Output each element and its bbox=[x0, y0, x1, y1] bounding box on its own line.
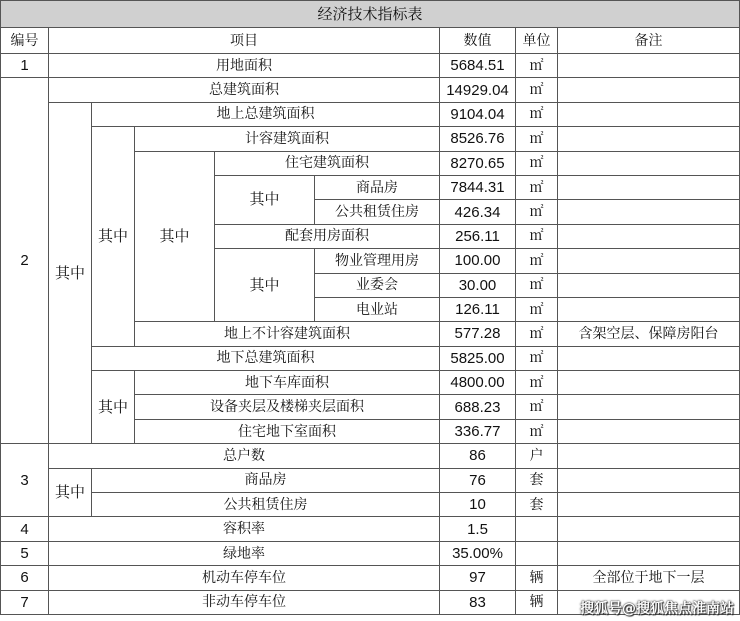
item-motor-vehicle-parking: 机动车停车位 bbox=[49, 566, 440, 590]
note-cell bbox=[558, 127, 740, 151]
header-no: 编号 bbox=[1, 28, 49, 54]
item-supporting-facilities-area: 配套用房面积 bbox=[215, 224, 440, 248]
row-number: 6 bbox=[1, 566, 49, 590]
unit-cell: 套 bbox=[516, 493, 558, 517]
value-cell: 30.00 bbox=[440, 273, 516, 297]
item-owners-committee: 业委会 bbox=[315, 273, 440, 297]
table-row bbox=[1, 566, 740, 590]
table-row bbox=[1, 517, 740, 541]
note-cell bbox=[558, 297, 740, 321]
note-cell bbox=[558, 419, 740, 443]
unit-cell: ㎡ bbox=[516, 151, 558, 175]
unit-cell: ㎡ bbox=[516, 371, 558, 395]
note-cell bbox=[558, 395, 740, 419]
unit-cell: 套 bbox=[516, 468, 558, 492]
header-note: 备注 bbox=[558, 28, 740, 54]
note-cell bbox=[558, 371, 740, 395]
note-cell bbox=[558, 273, 740, 297]
value-cell: 5825.00 bbox=[440, 346, 516, 370]
note-cell bbox=[558, 517, 740, 541]
item-floor-area-ratio: 容积率 bbox=[49, 517, 440, 541]
item-non-far-above-ground-area: 地上不计容建筑面积 bbox=[135, 322, 440, 346]
unit-cell: ㎡ bbox=[516, 346, 558, 370]
unit-cell: ㎡ bbox=[516, 249, 558, 273]
table-row bbox=[1, 444, 740, 468]
unit-cell: 户 bbox=[516, 444, 558, 468]
header-item: 项目 bbox=[49, 28, 440, 54]
item-public-rental-housing: 公共租赁住房 bbox=[315, 200, 440, 224]
item-total-households: 总户数 bbox=[49, 444, 440, 468]
value-cell: 35.00% bbox=[440, 541, 516, 565]
value-cell: 426.34 bbox=[440, 200, 516, 224]
value-cell: 577.28 bbox=[440, 322, 516, 346]
value-cell: 688.23 bbox=[440, 395, 516, 419]
row-number: 1 bbox=[1, 54, 49, 78]
unit-cell bbox=[516, 541, 558, 565]
value-cell: 256.11 bbox=[440, 224, 516, 248]
item-public-rental-units: 公共租赁住房 bbox=[92, 493, 440, 517]
value-cell: 7844.31 bbox=[440, 175, 516, 199]
value-cell: 336.77 bbox=[440, 419, 516, 443]
row-number: 4 bbox=[1, 517, 49, 541]
header-unit: 单位 bbox=[516, 28, 558, 54]
note-cell bbox=[558, 493, 740, 517]
unit-cell: ㎡ bbox=[516, 127, 558, 151]
group-label-of-which: 其中 bbox=[215, 175, 315, 224]
item-green-space-ratio: 绿地率 bbox=[49, 541, 440, 565]
row-number: 5 bbox=[1, 541, 49, 565]
item-commercial-housing-units: 商品房 bbox=[92, 468, 440, 492]
item-commercial-housing: 商品房 bbox=[315, 175, 440, 199]
value-cell: 100.00 bbox=[440, 249, 516, 273]
note-cell bbox=[558, 102, 740, 126]
group-label-of-which: 其中 bbox=[49, 102, 92, 443]
note-cell: 全部位于地下一层 bbox=[558, 566, 740, 590]
item-far-area: 计容建筑面积 bbox=[135, 127, 440, 151]
note-cell bbox=[558, 346, 740, 370]
unit-cell: ㎡ bbox=[516, 175, 558, 199]
value-cell: 1.5 bbox=[440, 517, 516, 541]
value-cell: 76 bbox=[440, 468, 516, 492]
note-cell bbox=[558, 151, 740, 175]
table-row bbox=[1, 54, 740, 78]
unit-cell: ㎡ bbox=[516, 54, 558, 78]
value-cell: 126.11 bbox=[440, 297, 516, 321]
table-row bbox=[1, 371, 740, 395]
table-row bbox=[1, 346, 740, 370]
item-power-station: 电业站 bbox=[315, 297, 440, 321]
value-cell: 8526.76 bbox=[440, 127, 516, 151]
group-label-of-which: 其中 bbox=[215, 249, 315, 322]
note-cell bbox=[558, 78, 740, 102]
item-residential-basement-area: 住宅地下室面积 bbox=[135, 419, 440, 443]
table-row bbox=[1, 102, 740, 126]
unit-cell: ㎡ bbox=[516, 395, 558, 419]
group-label-of-which: 其中 bbox=[92, 127, 135, 347]
note-cell bbox=[558, 541, 740, 565]
value-cell: 10 bbox=[440, 493, 516, 517]
unit-cell: ㎡ bbox=[516, 102, 558, 126]
item-total-floor-area: 总建筑面积 bbox=[49, 78, 440, 102]
group-label-of-which: 其中 bbox=[49, 468, 92, 517]
value-cell: 8270.65 bbox=[440, 151, 516, 175]
row-number: 3 bbox=[1, 444, 49, 517]
unit-cell: 辆 bbox=[516, 566, 558, 590]
unit-cell: ㎡ bbox=[516, 273, 558, 297]
value-cell: 86 bbox=[440, 444, 516, 468]
unit-cell: ㎡ bbox=[516, 297, 558, 321]
unit-cell: ㎡ bbox=[516, 224, 558, 248]
unit-cell: 辆 bbox=[516, 590, 558, 614]
item-property-management-room: 物业管理用房 bbox=[315, 249, 440, 273]
table-row bbox=[1, 493, 740, 517]
group-label-of-which: 其中 bbox=[135, 151, 215, 322]
note-cell bbox=[558, 200, 740, 224]
item-above-ground-area: 地上总建筑面积 bbox=[92, 102, 440, 126]
note-cell bbox=[558, 468, 740, 492]
item-underground-garage-area: 地下车库面积 bbox=[135, 371, 440, 395]
note-cell bbox=[558, 175, 740, 199]
unit-cell: ㎡ bbox=[516, 419, 558, 443]
table-row bbox=[1, 541, 740, 565]
value-cell: 5684.51 bbox=[440, 54, 516, 78]
value-cell: 97 bbox=[440, 566, 516, 590]
value-cell: 83 bbox=[440, 590, 516, 614]
note-cell bbox=[558, 249, 740, 273]
group-label-of-which: 其中 bbox=[92, 371, 135, 444]
note-cell: 含架空层、保障房阳台 bbox=[558, 322, 740, 346]
item-underground-area: 地下总建筑面积 bbox=[92, 346, 440, 370]
table-row bbox=[1, 468, 740, 492]
value-cell: 4800.00 bbox=[440, 371, 516, 395]
note-cell bbox=[558, 444, 740, 468]
item-non-motor-vehicle-parking: 非动车停车位 bbox=[49, 590, 440, 614]
item-mezzanine-area: 设备夹层及楼梯夹层面积 bbox=[135, 395, 440, 419]
unit-cell: ㎡ bbox=[516, 200, 558, 224]
item-land-area: 用地面积 bbox=[49, 54, 440, 78]
value-cell: 14929.04 bbox=[440, 78, 516, 102]
row-number: 7 bbox=[1, 590, 49, 614]
note-cell bbox=[558, 224, 740, 248]
note-cell bbox=[558, 54, 740, 78]
table-title: 经济技术指标表 bbox=[1, 1, 740, 28]
table-row bbox=[1, 78, 740, 102]
table-row bbox=[1, 127, 740, 151]
unit-cell: ㎡ bbox=[516, 78, 558, 102]
row-number: 2 bbox=[1, 78, 49, 444]
unit-cell bbox=[516, 517, 558, 541]
unit-cell: ㎡ bbox=[516, 322, 558, 346]
watermark: 搜狐号@搜狐焦点淮南站 bbox=[580, 601, 734, 617]
header-value: 数值 bbox=[440, 28, 516, 54]
item-residential-area: 住宅建筑面积 bbox=[215, 151, 440, 175]
value-cell: 9104.04 bbox=[440, 102, 516, 126]
